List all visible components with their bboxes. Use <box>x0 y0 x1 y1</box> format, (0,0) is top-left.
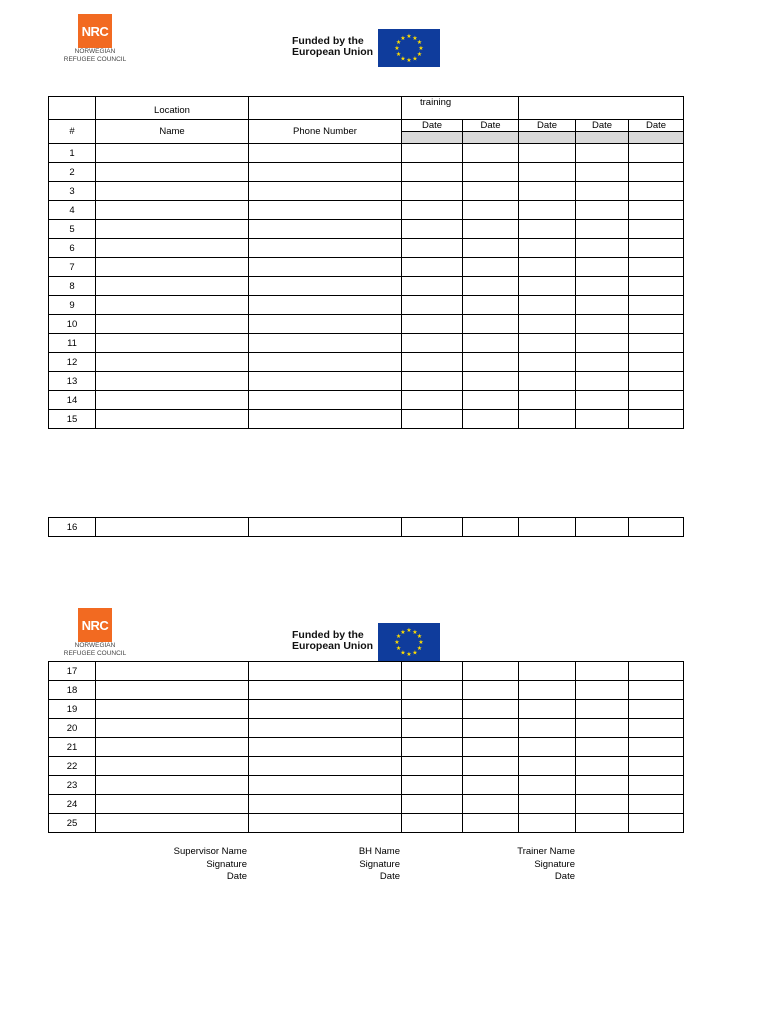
row-number: 24 <box>49 795 96 814</box>
table-cell <box>519 391 576 410</box>
star-icon: ★ <box>394 46 400 53</box>
table-cell <box>249 662 402 681</box>
table-cell <box>519 738 576 757</box>
table-cell <box>576 334 629 353</box>
table-cell <box>463 277 519 296</box>
table-cell <box>402 182 463 201</box>
table-cell <box>96 182 249 201</box>
table-cell <box>402 776 463 795</box>
table-cell <box>629 144 684 163</box>
table-cell <box>402 410 463 429</box>
table-cell <box>402 814 463 833</box>
table-cell <box>96 662 249 681</box>
training-header: training <box>402 97 519 120</box>
table-cell <box>576 144 629 163</box>
table-row <box>49 239 684 258</box>
table-cell <box>519 776 576 795</box>
table-cell <box>249 277 402 296</box>
table-cell <box>519 239 576 258</box>
table-cell <box>249 239 402 258</box>
star-icon: ★ <box>416 634 423 641</box>
table-cell <box>519 353 576 372</box>
table-cell <box>402 315 463 334</box>
table-cell <box>519 163 576 182</box>
table-cell <box>96 201 249 220</box>
table-cell <box>629 776 684 795</box>
row-number: 21 <box>49 738 96 757</box>
nrc-logo-text: NORWEGIAN REFUGEE COUNCIL <box>63 642 127 657</box>
table-cell <box>96 681 249 700</box>
table-cell <box>249 372 402 391</box>
table-row <box>49 144 684 163</box>
table-cell <box>463 258 519 277</box>
table-cell <box>463 738 519 757</box>
table-row <box>49 220 684 239</box>
table-cell <box>249 182 402 201</box>
table-cell <box>629 662 684 681</box>
table-cell <box>576 182 629 201</box>
table-cell <box>629 296 684 315</box>
table-cell <box>629 391 684 410</box>
table-row <box>49 391 684 410</box>
table-cell <box>249 757 402 776</box>
table-cell <box>96 738 249 757</box>
date-header: Date <box>576 120 629 132</box>
table-cell <box>576 814 629 833</box>
table-cell <box>402 334 463 353</box>
row-number: 14 <box>49 391 96 410</box>
table-cell <box>96 258 249 277</box>
table-cell <box>96 277 249 296</box>
table-cell <box>629 201 684 220</box>
table-cell <box>249 201 402 220</box>
eu-stars-icon <box>378 623 440 661</box>
table-cell <box>249 795 402 814</box>
table-cell <box>519 372 576 391</box>
table-cell <box>249 220 402 239</box>
star-icon: ★ <box>395 52 402 59</box>
table-row <box>49 719 684 738</box>
table-row <box>49 372 684 391</box>
name-header: Name <box>96 120 249 144</box>
table-cell <box>96 220 249 239</box>
table-cell <box>519 277 576 296</box>
row-number: 8 <box>49 277 96 296</box>
table-cell <box>402 239 463 258</box>
row-number: 5 <box>49 220 96 239</box>
table-cell <box>576 163 629 182</box>
table-cell <box>629 315 684 334</box>
table-cell <box>576 795 629 814</box>
table-cell <box>463 296 519 315</box>
table-cell <box>629 277 684 296</box>
date-header: Date <box>463 120 519 132</box>
table-cell <box>402 163 463 182</box>
attendance-table <box>48 96 684 429</box>
table-cell <box>576 681 629 700</box>
table-cell <box>249 700 402 719</box>
eu-stars-icon <box>378 29 440 67</box>
eu-flag-icon <box>378 623 440 661</box>
star-icon: ★ <box>416 646 423 653</box>
table-row <box>49 296 684 315</box>
table-cell <box>249 353 402 372</box>
table-cell <box>519 700 576 719</box>
table-cell <box>576 776 629 795</box>
table-cell <box>249 410 402 429</box>
table-cell <box>629 239 684 258</box>
table-row <box>49 182 684 201</box>
table-cell <box>463 163 519 182</box>
table-cell <box>249 391 402 410</box>
row-number: 16 <box>49 518 96 537</box>
table-cell <box>463 700 519 719</box>
table-cell <box>463 239 519 258</box>
table-cell <box>463 410 519 429</box>
table-cell <box>629 410 684 429</box>
row-number: 18 <box>49 681 96 700</box>
table-cell <box>96 334 249 353</box>
table-cell <box>629 372 684 391</box>
table-cell <box>629 757 684 776</box>
star-icon: ★ <box>400 650 406 657</box>
table-cell <box>629 795 684 814</box>
table-cell <box>96 144 249 163</box>
table-cell <box>402 738 463 757</box>
table-cell <box>576 220 629 239</box>
table-cell <box>249 814 402 833</box>
nrc-logo-mark: NRC <box>78 14 112 48</box>
table-cell <box>402 296 463 315</box>
table-cell <box>402 719 463 738</box>
row-number: 11 <box>49 334 96 353</box>
table-cell <box>402 144 463 163</box>
table-cell <box>402 700 463 719</box>
table-cell <box>96 296 249 315</box>
nrc-logo-mark: NRC <box>78 608 112 642</box>
row-number: 2 <box>49 163 96 182</box>
table-row <box>49 277 684 296</box>
table-cell <box>463 334 519 353</box>
table-cell <box>463 719 519 738</box>
table-cell <box>576 719 629 738</box>
table-cell <box>402 258 463 277</box>
star-icon: ★ <box>395 646 402 653</box>
table-cell <box>519 144 576 163</box>
table-row <box>49 681 684 700</box>
table-cell <box>576 258 629 277</box>
table-cell <box>249 315 402 334</box>
table-cell <box>249 296 402 315</box>
table-cell <box>463 757 519 776</box>
table-cell <box>96 239 249 258</box>
star-icon: ★ <box>406 628 412 635</box>
table-row <box>49 201 684 220</box>
table-row <box>49 795 684 814</box>
table-cell <box>463 220 519 239</box>
table-cell <box>463 681 519 700</box>
table-cell <box>576 700 629 719</box>
table-cell <box>576 372 629 391</box>
table-cell <box>249 776 402 795</box>
table-row <box>49 662 684 681</box>
table-cell <box>463 182 519 201</box>
table-cell <box>576 738 629 757</box>
row-number: 22 <box>49 757 96 776</box>
table-cell <box>519 662 576 681</box>
table-cell <box>402 662 463 681</box>
table-cell <box>402 277 463 296</box>
row-number: 17 <box>49 662 96 681</box>
table-cell <box>463 795 519 814</box>
table-cell <box>402 220 463 239</box>
table-row <box>49 757 684 776</box>
row-number: 15 <box>49 410 96 429</box>
table-cell <box>576 296 629 315</box>
table-cell <box>629 334 684 353</box>
row-number: 4 <box>49 201 96 220</box>
row-number: 3 <box>49 182 96 201</box>
date-header: Date <box>629 120 684 132</box>
table-cell <box>249 334 402 353</box>
nrc-logo-text: NORWEGIAN REFUGEE COUNCIL <box>63 48 127 63</box>
table-cell <box>519 315 576 334</box>
table-cell <box>576 277 629 296</box>
row-number: 12 <box>49 353 96 372</box>
date-header: Date <box>519 120 576 132</box>
table-cell <box>629 353 684 372</box>
table-cell <box>249 681 402 700</box>
number-header: # <box>49 120 96 144</box>
eu-flag-icon <box>378 29 440 67</box>
table-cell <box>519 814 576 833</box>
table-cell <box>402 353 463 372</box>
row-number: 20 <box>49 719 96 738</box>
table-row <box>49 814 684 833</box>
star-icon: ★ <box>394 640 400 647</box>
table-cell <box>463 144 519 163</box>
table-cell <box>629 719 684 738</box>
table-cell <box>463 353 519 372</box>
star-icon: ★ <box>416 40 423 47</box>
table-row <box>49 334 684 353</box>
table-cell <box>463 814 519 833</box>
table-cell <box>96 163 249 182</box>
table-row <box>49 738 684 757</box>
table-cell <box>576 315 629 334</box>
table-row <box>49 410 684 429</box>
table-cell <box>629 220 684 239</box>
table-cell <box>463 662 519 681</box>
attendance-table-continued <box>48 661 684 833</box>
star-icon: ★ <box>400 629 406 636</box>
location-header: Location <box>96 97 249 120</box>
table-cell <box>96 795 249 814</box>
table-cell <box>629 163 684 182</box>
phone-header: Phone Number <box>249 120 402 144</box>
table-cell <box>629 700 684 719</box>
star-icon: ★ <box>406 652 412 659</box>
table-cell <box>249 258 402 277</box>
table-cell <box>249 719 402 738</box>
table-cell <box>576 239 629 258</box>
row-number: 7 <box>49 258 96 277</box>
table-cell <box>629 182 684 201</box>
table-cell <box>463 315 519 334</box>
table-cell <box>519 258 576 277</box>
row-number: 1 <box>49 144 96 163</box>
table-cell <box>576 391 629 410</box>
table-header-row-2 <box>49 120 684 132</box>
table-cell <box>402 201 463 220</box>
star-icon: ★ <box>412 629 418 636</box>
row-number: 9 <box>49 296 96 315</box>
star-icon: ★ <box>406 34 412 41</box>
table-cell <box>402 795 463 814</box>
funded-by-eu-text: Funded by the European Union <box>292 629 374 652</box>
star-icon: ★ <box>412 650 418 657</box>
table-cell <box>402 757 463 776</box>
table-cell <box>463 391 519 410</box>
table-cell <box>519 220 576 239</box>
table-cell <box>96 719 249 738</box>
row-number: 6 <box>49 239 96 258</box>
table-row <box>49 518 684 537</box>
table-row <box>49 258 684 277</box>
row-number: 10 <box>49 315 96 334</box>
table-cell <box>96 410 249 429</box>
table-cell <box>519 795 576 814</box>
table-row <box>49 700 684 719</box>
funded-by-eu-text: Funded by the European Union <box>292 35 374 58</box>
table-cell <box>402 391 463 410</box>
star-icon: ★ <box>412 56 418 63</box>
table-row <box>49 353 684 372</box>
table-cell <box>576 353 629 372</box>
table-cell <box>576 201 629 220</box>
table-header-row-1 <box>49 97 684 120</box>
table-cell <box>96 776 249 795</box>
row-number: 13 <box>49 372 96 391</box>
table-cell <box>96 814 249 833</box>
table-cell <box>629 814 684 833</box>
row-number: 23 <box>49 776 96 795</box>
star-icon: ★ <box>400 35 406 42</box>
table-row <box>49 776 684 795</box>
table-cell <box>519 719 576 738</box>
table-cell <box>96 391 249 410</box>
date-header: Date <box>402 120 463 132</box>
star-icon: ★ <box>395 634 402 641</box>
bh-signature-block: BH Name Signature Date <box>358 846 400 882</box>
table-cell <box>519 334 576 353</box>
table-cell <box>402 372 463 391</box>
table-cell <box>463 776 519 795</box>
table-cell <box>519 681 576 700</box>
table-cell <box>519 757 576 776</box>
star-icon: ★ <box>400 56 406 63</box>
table-cell <box>96 315 249 334</box>
star-icon: ★ <box>418 46 424 53</box>
table-cell <box>249 163 402 182</box>
table-cell <box>96 353 249 372</box>
row-number: 25 <box>49 814 96 833</box>
trainer-signature-block: Trainer Name Signature Date <box>517 846 575 882</box>
table-cell <box>576 662 629 681</box>
table-cell <box>249 738 402 757</box>
star-icon: ★ <box>412 35 418 42</box>
table-cell <box>576 757 629 776</box>
table-row <box>49 315 684 334</box>
table-cell <box>96 372 249 391</box>
table-cell <box>519 296 576 315</box>
table-cell <box>402 681 463 700</box>
table-cell <box>249 144 402 163</box>
star-icon: ★ <box>416 52 423 59</box>
table-cell <box>519 182 576 201</box>
table-cell <box>629 681 684 700</box>
row-number: 19 <box>49 700 96 719</box>
table-cell <box>96 757 249 776</box>
table-cell <box>96 700 249 719</box>
table-cell <box>629 258 684 277</box>
table-cell <box>519 410 576 429</box>
table-cell <box>519 201 576 220</box>
table-cell <box>576 410 629 429</box>
table-cell <box>463 372 519 391</box>
attendance-table-row-16 <box>48 517 684 537</box>
table-cell <box>463 201 519 220</box>
star-icon: ★ <box>418 640 424 647</box>
table-cell <box>629 738 684 757</box>
table-row <box>49 163 684 182</box>
star-icon: ★ <box>395 40 402 47</box>
star-icon: ★ <box>406 58 412 65</box>
supervisor-signature-block: Supervisor Name Signature Date <box>173 846 247 882</box>
